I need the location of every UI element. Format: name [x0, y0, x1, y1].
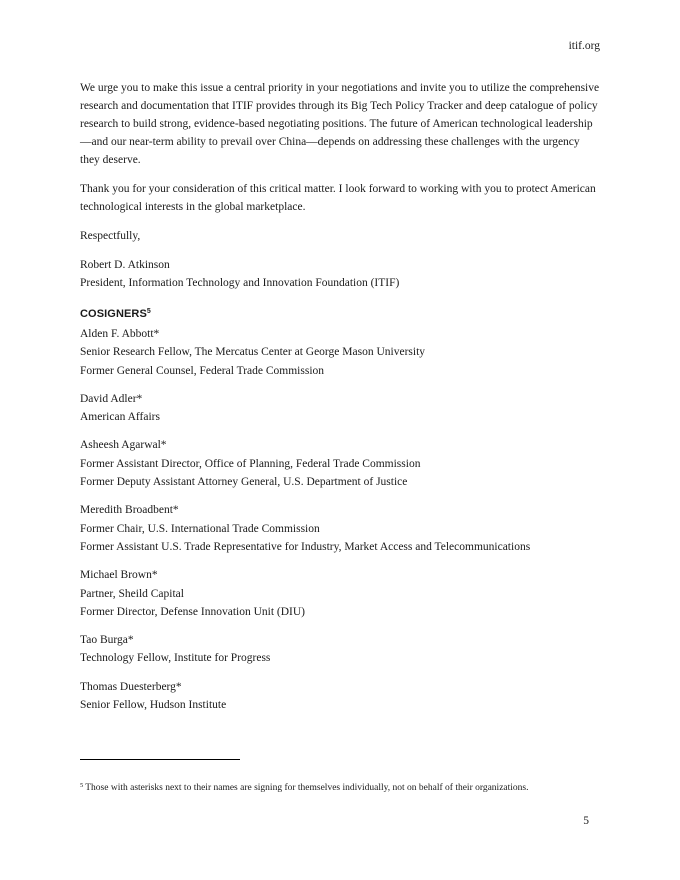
cosigner-affiliation: Technology Fellow, Institute for Progress [80, 652, 271, 665]
cosigner-name: Thomas Duesterberg* [80, 680, 182, 693]
cosigners-heading [80, 303, 600, 323]
cosigner-entry [80, 436, 600, 491]
cosigner-name: David Adler* [80, 392, 143, 405]
letter-body [80, 79, 600, 724]
cosigner-affiliation: Former Chair, U.S. International Trade Commission [80, 522, 320, 535]
closing: Respectfully, [80, 230, 141, 242]
cosigner-affiliation: Former General Counsel, Federal Trade Commission [80, 364, 325, 377]
cosigner-name: Asheesh Agarwal* [80, 439, 167, 452]
footnote-number: 5 [80, 782, 84, 789]
cosigner-affiliation: Senior Research Fellow, The Mercatus Center at George Mason University [80, 346, 426, 359]
footnote-divider [80, 759, 240, 760]
cosigner-affiliation: Former Assistant U.S. Trade Representative for Industry, Market Access and Telecommunications [80, 540, 531, 553]
cosigner-affiliation: Former Assistant Director, Office of Planning, Federal Trade Commission [80, 457, 421, 470]
cosigner-name: Michael Brown* [80, 569, 158, 582]
cosigner-affiliation: Former Director, Defense Innovation Unit (DIU) [80, 605, 305, 618]
cosigner-entry [80, 631, 600, 668]
paragraph: Thank you for your consideration of this critical matter. I look forward to working with you to protect American technological interests in the global marketplace. [80, 183, 596, 213]
signer-name: Robert D. Atkinson [80, 259, 170, 271]
cosigner-entry [80, 325, 600, 380]
cosigner-affiliation: Partner, Sheild Capital [80, 587, 184, 600]
cosigner-entry [80, 390, 600, 427]
signer-title: President, Information Technology and Innovation Foundation (ITIF) [80, 277, 400, 289]
footnote-ref: 5 [146, 308, 151, 315]
cosigner-list [80, 325, 600, 714]
footnote-text: Those with asterisks next to their names are signing for themselves individually, not on behalf of their organizations. [85, 783, 529, 793]
cosigner-name: Meredith Broadbent* [80, 504, 179, 517]
cosigner-entry [80, 566, 600, 621]
cosigner-name: Alden F. Abbott* [80, 328, 160, 340]
cosigner-entry [80, 678, 600, 715]
cosigner-affiliation: Senior Fellow, Hudson Institute [80, 699, 227, 712]
signature-block [80, 256, 600, 292]
cosigner-affiliation: American Affairs [80, 411, 160, 424]
paragraph: We urge you to make this issue a central priority in your negotiations and invite you to utilize the comprehensive research and documentation that ITIF provides through its Big Tech Policy Tracker and deep catalogue of policy research to build strong, evidence-based negotiating positions. The future of American technological leadership—and our near-term ability to prevail over China—depends on addressing these challenges with the urgency they deserve. [80, 82, 600, 166]
page-number: 5 [583, 815, 589, 827]
cosigner-name: Tao Burga* [80, 634, 134, 647]
cosigner-entry [80, 501, 600, 556]
footnote [80, 779, 528, 795]
cosigner-affiliation: Former Deputy Assistant Attorney General, U.S. Department of Justice [80, 476, 408, 489]
header-site: itif.org [568, 40, 600, 52]
cosigners-heading-label: COSIGNERS [80, 308, 147, 320]
